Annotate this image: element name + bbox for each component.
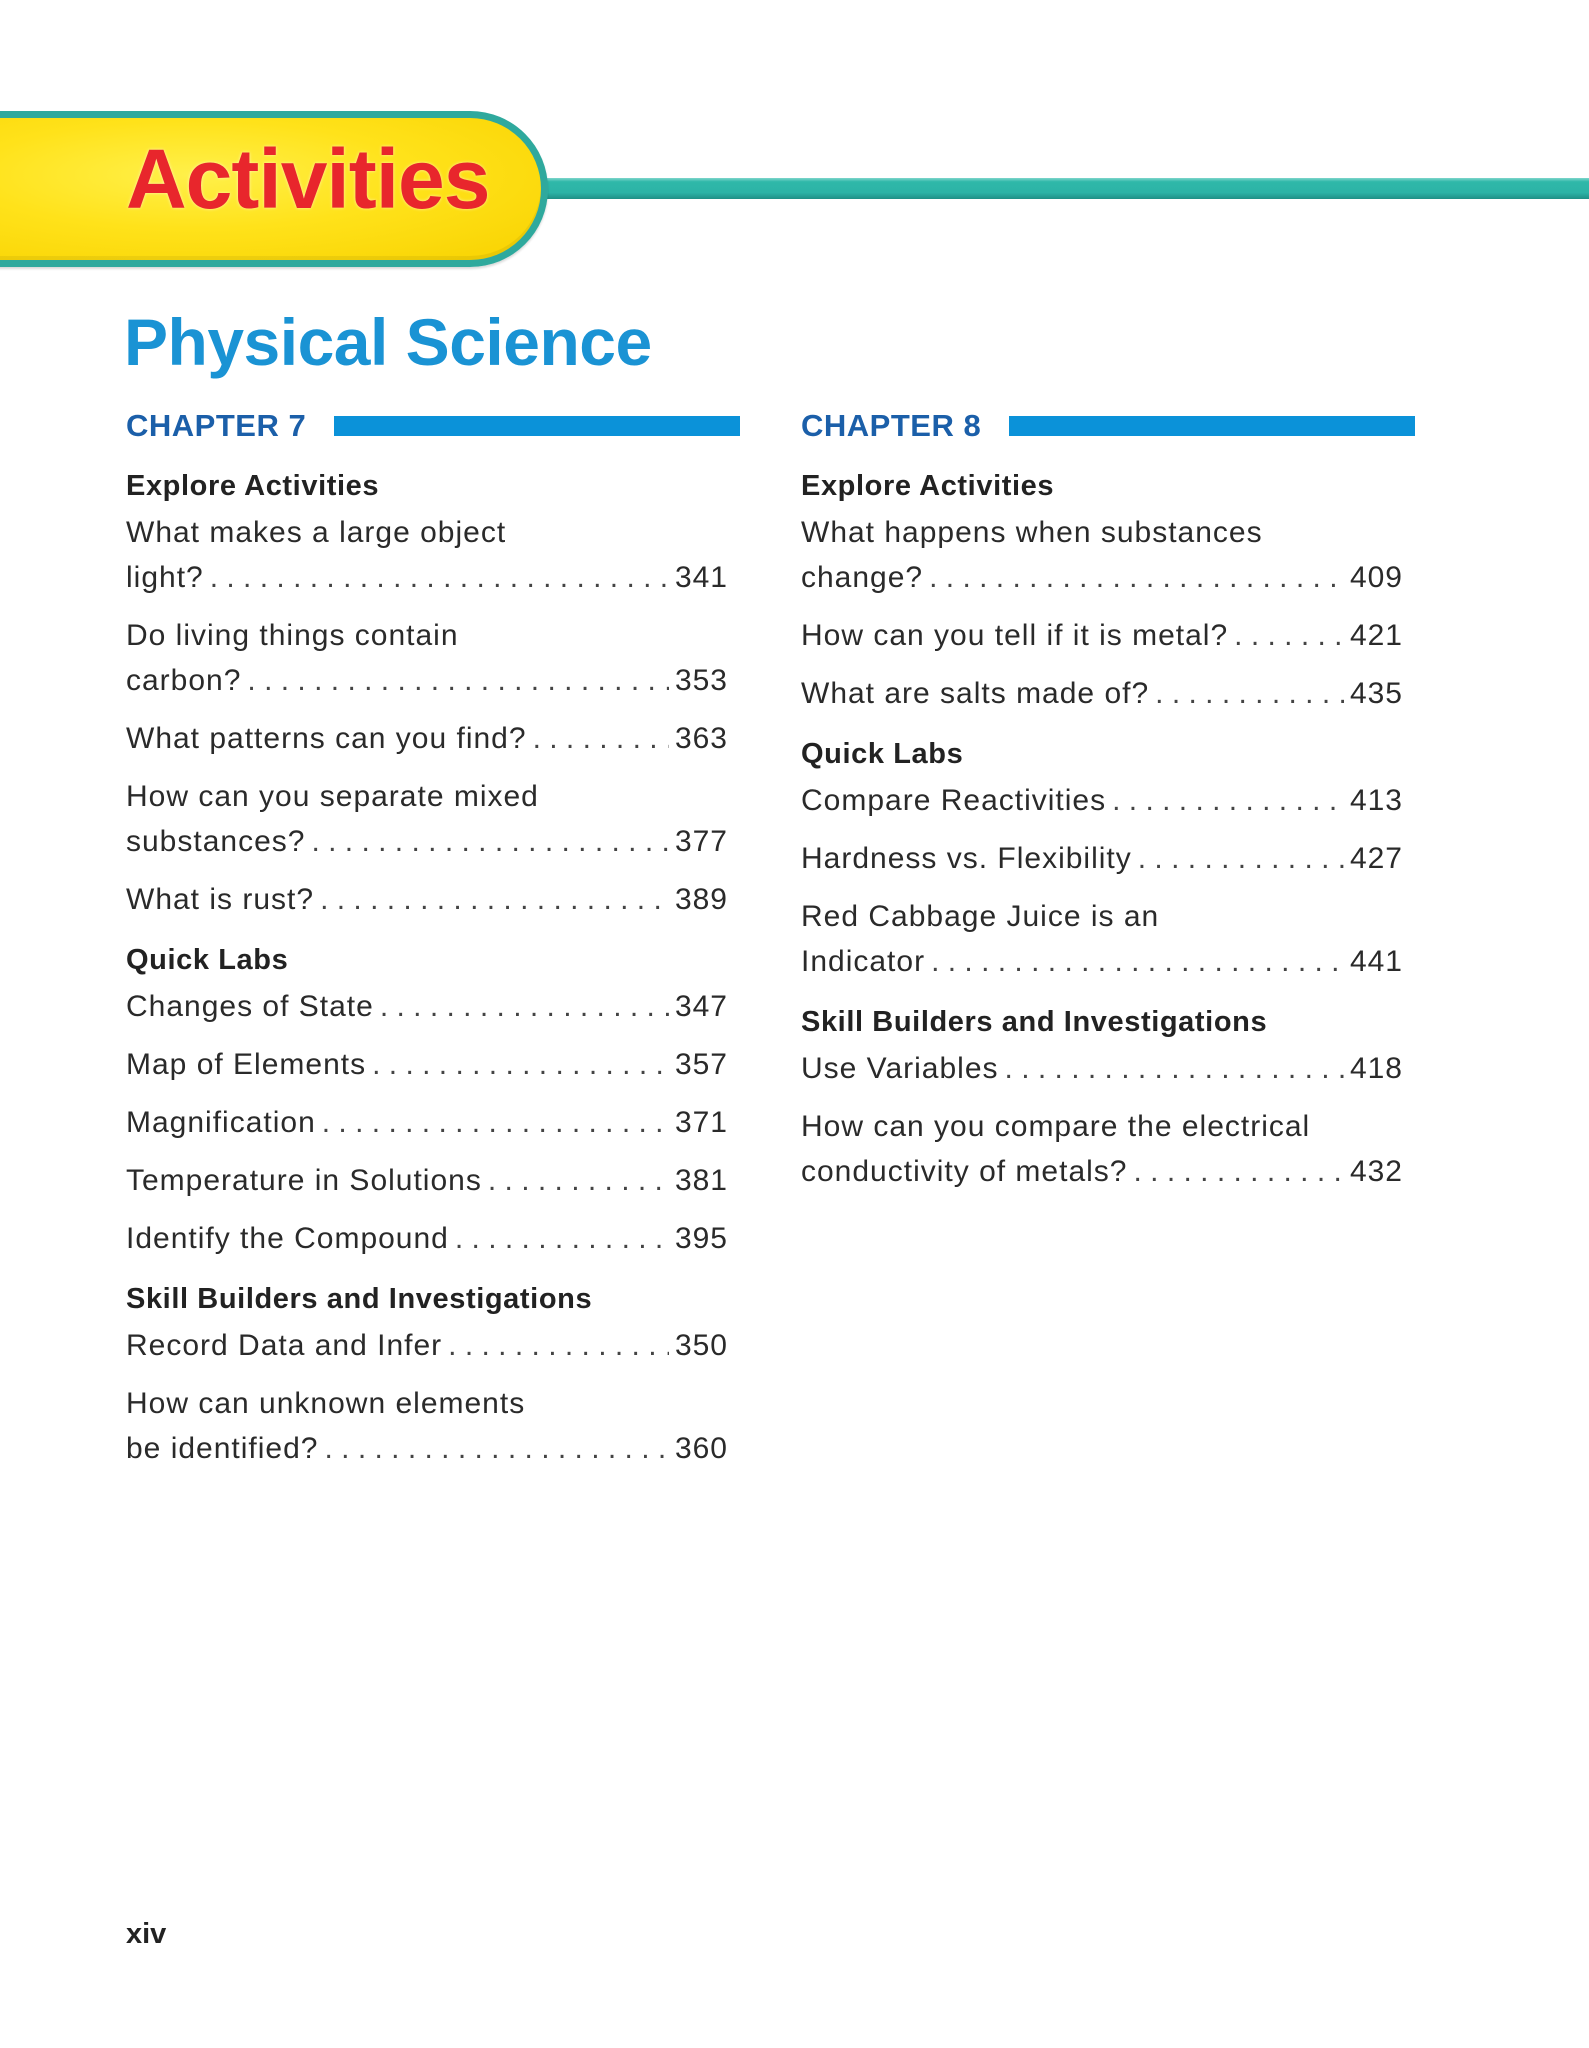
page-reference[interactable]: 421 (1349, 619, 1403, 652)
toc-entry[interactable] (126, 774, 728, 864)
entry-title: change? (801, 561, 924, 594)
entry-final-line (801, 939, 1403, 984)
toc-entry[interactable] (126, 1216, 728, 1261)
page-reference[interactable]: 427 (1349, 842, 1403, 875)
toc-entry[interactable] (801, 778, 1403, 823)
group-heading: Quick Labs (126, 944, 289, 976)
dot-leader (455, 1216, 669, 1261)
entry-title: What is rust? (126, 883, 315, 916)
toc-group (801, 734, 1403, 984)
entry-title-line: How can you separate mixed (126, 780, 539, 813)
dot-leader (448, 1323, 669, 1368)
group-heading: Explore Activities (126, 470, 380, 502)
dot-leader (931, 939, 1344, 984)
entry-title: Temperature in Solutions (126, 1164, 482, 1197)
toc-entry[interactable] (801, 836, 1403, 881)
toc-group (801, 1002, 1403, 1194)
entry-title: Record Data and Infer (126, 1329, 443, 1362)
entry-final-line (126, 1323, 728, 1368)
group-heading: Skill Builders and Investigations (126, 1283, 593, 1315)
dot-leader (488, 1158, 669, 1203)
chapter-header (126, 410, 728, 442)
page-reference[interactable]: 409 (1349, 561, 1403, 594)
entry-final-line (126, 555, 728, 600)
entry-title: Hardness vs. Flexibility (801, 842, 1132, 875)
entry-final-line (801, 836, 1403, 881)
entry-title-line: What happens when substances (801, 516, 1263, 549)
dot-leader (322, 1100, 669, 1145)
entry-final-line (801, 778, 1403, 823)
entry-title-line: What makes a large object (126, 516, 507, 549)
dot-leader (1234, 613, 1344, 658)
entry-title: Indicator (801, 945, 926, 978)
dot-leader (311, 819, 668, 864)
page-reference[interactable]: 377 (674, 825, 728, 858)
entry-title: substances? (126, 825, 306, 858)
entry-title: What are salts made of? (801, 677, 1150, 710)
entry-final-line (126, 658, 728, 703)
entry-title: be identified? (126, 1432, 319, 1465)
entry-final-line (801, 1046, 1403, 1091)
dot-leader (1138, 836, 1344, 881)
toc-group (126, 940, 728, 1261)
entry-final-line (126, 1100, 728, 1145)
toc-entry[interactable] (126, 877, 728, 922)
chapter-label: CHAPTER 8 (801, 408, 982, 443)
entry-title: carbon? (126, 664, 242, 697)
toc-group (126, 466, 728, 922)
dot-leader (929, 555, 1344, 600)
entry-final-line (126, 984, 728, 1029)
page-number: xiv (126, 1918, 167, 1950)
entry-title-line: Do living things contain (126, 619, 459, 652)
page-reference[interactable]: 341 (674, 561, 728, 594)
entry-final-line (801, 1149, 1403, 1194)
toc-entry[interactable] (126, 1100, 728, 1145)
page-reference[interactable]: 432 (1349, 1155, 1403, 1188)
dot-leader (324, 1426, 668, 1471)
chapter-label: CHAPTER 7 (126, 408, 307, 443)
entry-title: Changes of State (126, 990, 374, 1023)
group-heading: Quick Labs (801, 738, 964, 770)
page-reference[interactable]: 350 (674, 1329, 728, 1362)
entry-title: Compare Reactivities (801, 784, 1107, 817)
toc-entry[interactable] (126, 984, 728, 1029)
entry-final-line (801, 555, 1403, 600)
chapter-7-column (126, 410, 728, 1489)
page-reference[interactable]: 347 (674, 990, 728, 1023)
toc-entry[interactable] (801, 894, 1403, 984)
entry-title: conductivity of metals? (801, 1155, 1128, 1188)
entry-final-line (801, 613, 1403, 658)
entry-final-line (126, 1042, 728, 1087)
page-reference[interactable]: 363 (674, 722, 728, 755)
toc-entry[interactable] (126, 510, 728, 600)
entry-title: Use Variables (801, 1052, 999, 1085)
group-heading: Skill Builders and Investigations (801, 1006, 1268, 1038)
page-reference[interactable]: 441 (1349, 945, 1403, 978)
page-reference[interactable]: 389 (674, 883, 728, 916)
toc-entry[interactable] (126, 716, 728, 761)
entry-final-line (126, 1158, 728, 1203)
banner-title: Activities (126, 132, 490, 226)
dot-leader (1112, 778, 1344, 823)
page-reference[interactable]: 418 (1349, 1052, 1403, 1085)
page-reference[interactable]: 360 (674, 1432, 728, 1465)
entry-final-line (126, 819, 728, 864)
toc-entry[interactable] (126, 1381, 728, 1471)
page-reference[interactable]: 381 (674, 1164, 728, 1197)
toc-entry[interactable] (801, 1104, 1403, 1194)
entry-final-line (126, 877, 728, 922)
entry-title-line: How can you compare the electrical (801, 1110, 1311, 1143)
entry-final-line (126, 1216, 728, 1261)
toc-entry[interactable] (801, 613, 1403, 658)
toc-entry[interactable] (801, 1046, 1403, 1091)
page-reference[interactable]: 435 (1349, 677, 1403, 710)
entry-title: Magnification (126, 1106, 316, 1139)
chapter-header (801, 410, 1403, 442)
entry-title: What patterns can you find? (126, 722, 527, 755)
toc-entry[interactable] (126, 1042, 728, 1087)
dot-leader (533, 716, 669, 761)
chapter-bar (1009, 416, 1415, 436)
page-reference[interactable]: 357 (674, 1048, 728, 1081)
section-title: Physical Science (124, 305, 652, 379)
group-heading: Explore Activities (801, 470, 1055, 502)
dot-leader (1133, 1149, 1343, 1194)
dot-leader (1155, 671, 1344, 716)
entry-final-line (126, 1426, 728, 1471)
toc-entry[interactable] (126, 1323, 728, 1368)
chapter-bar (334, 416, 740, 436)
toc-entry[interactable] (801, 510, 1403, 600)
entry-title: light? (126, 561, 204, 594)
chapter-8-column (801, 410, 1403, 1212)
toc-entry[interactable] (126, 613, 728, 703)
dot-leader (247, 658, 669, 703)
entry-title: Map of Elements (126, 1048, 367, 1081)
dot-leader (372, 1042, 669, 1087)
page-reference[interactable]: 395 (674, 1222, 728, 1255)
toc-entry[interactable] (126, 1158, 728, 1203)
entry-title-line: Red Cabbage Juice is an (801, 900, 1160, 933)
banner-rule (500, 178, 1589, 199)
page-reference[interactable]: 353 (674, 664, 728, 697)
entry-title: Identify the Compound (126, 1222, 449, 1255)
toc-group (126, 1279, 728, 1471)
page-reference[interactable]: 413 (1349, 784, 1403, 817)
page-reference[interactable]: 371 (674, 1106, 728, 1139)
toc-entry[interactable] (801, 671, 1403, 716)
entry-title: How can you tell if it is metal? (801, 619, 1229, 652)
entry-title-line: How can unknown elements (126, 1387, 526, 1420)
dot-leader (320, 877, 669, 922)
entry-final-line (126, 716, 728, 761)
dot-leader (1005, 1046, 1344, 1091)
toc-group (801, 466, 1403, 716)
dot-leader (380, 984, 669, 1029)
dot-leader (210, 555, 669, 600)
entry-final-line (801, 671, 1403, 716)
